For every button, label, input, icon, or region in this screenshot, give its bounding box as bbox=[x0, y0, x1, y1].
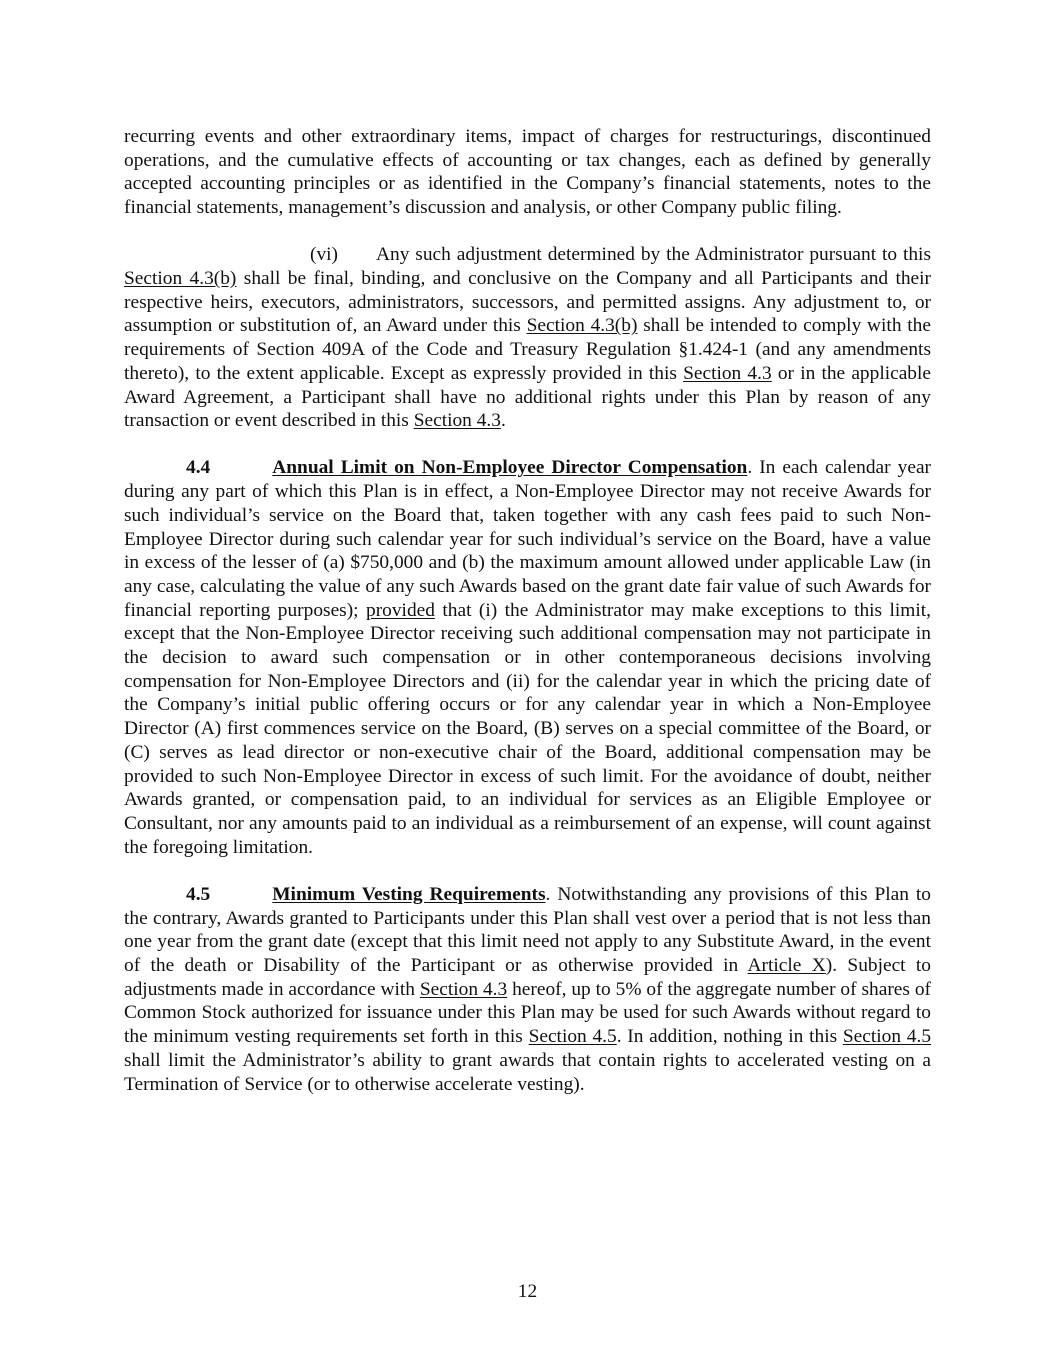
section-reference: Section 4.3 bbox=[419, 978, 508, 1000]
document-body bbox=[124, 125, 931, 1096]
article-reference: Article X bbox=[747, 955, 826, 976]
paragraph-continuation bbox=[124, 125, 931, 220]
paragraph-text: . In each calendar year during any part of which this Plan is in effect, a Non-Employee Director may not receive Awards for such individual’s service on the Board that, taken together with any cash fees paid to such Non-Employee Director during such calendar year for such individual’s service on the Board, have a value in excess of the lesser of (a) $750,000 and (b) the maximum amount allowed under applicable Law (in any case, calculating the value of any such Awards based on the grant date fair value of such Awards for financial reporting purposes); bbox=[124, 457, 932, 621]
paragraph-text: . In addition, nothing in this bbox=[616, 1026, 843, 1048]
paragraph-text: . bbox=[500, 410, 506, 432]
section-reference: Section 4.3 bbox=[683, 362, 772, 384]
clause-label: (vi) bbox=[310, 244, 338, 266]
paragraph-vi bbox=[124, 243, 931, 433]
section-number: 4.4 bbox=[186, 457, 211, 479]
paragraph-text: hereof, up to 5% of the aggregate number of shares of Common Stock authorized for issuance under this Plan may be used for such Awards without regard to the minimum vesting requirements set forth in this bbox=[124, 978, 931, 1048]
section-4-5 bbox=[124, 883, 931, 1096]
section-reference: Section 4.3(b) bbox=[124, 268, 237, 290]
paragraph-gap bbox=[124, 433, 931, 457]
page-number: 12 bbox=[517, 1281, 538, 1302]
paragraph-gap bbox=[124, 859, 931, 883]
paragraph-text: ). Subject to adjustments made in accordance with bbox=[124, 955, 932, 1000]
section-reference: Section 4.3 bbox=[413, 410, 501, 432]
section-heading: Minimum Vesting Requirements bbox=[272, 883, 546, 905]
paragraph-text: shall be intended to comply with the requirements of Section 409A of the Code and Treasury Regulation §1.424-1 (and any amendments thereto), to the extent applicable. Except as expressly provided in this bbox=[124, 315, 931, 384]
provided-term: provided bbox=[366, 599, 435, 621]
section-4-4 bbox=[124, 456, 931, 859]
section-heading: Annual Limit on Non-Employee Director Compensation bbox=[272, 457, 748, 479]
paragraph-text: that (i) the Administrator may make exceptions to this limit, except that the Non-Employee Director receiving such additional compensation may not participate in the decision to award such compensation or in other contemporaneous decisions involving compensation for Non-Employee Directors and (ii) for the calendar year in which the pricing date of the Company’s initial public offering occurs or for any calendar year in which a Non-Employee Director (A) first commences service on the Board, (B) serves on a special committee of the Board, or (C) serves as lead director or non-executive chair of the Board, additional compensation may be provided to such Non-Employee Director in excess of such limit. For the avoidance of doubt, neither Awards granted, or compensation paid, to an individual for services as an Eligible Employee or Consultant, nor any amounts paid to an individual as a reimbursement of an expense, will count against the foregoing limitation. bbox=[124, 599, 932, 858]
paragraph-text: Any such adjustment determined by the Administrator pursuant to this bbox=[376, 244, 931, 266]
section-reference: Section 4.3(b) bbox=[526, 315, 638, 337]
paragraph-text: shall limit the Administrator’s ability to grant awards that contain rights to accelerated vesting on a Termination of Service (or to otherwise accelerate vesting). bbox=[124, 1049, 931, 1095]
section-number: 4.5 bbox=[186, 883, 211, 905]
paragraph-text: recurring events and other extraordinary items, impact of charges for restructurings, discontinued operations, and the cumulative effects of accounting or tax changes, each as defined by generally accepted accounting principles or as identified in the Company’s financial statements, notes to the financial statements, management’s discussion and analysis, or other Company public filing. bbox=[124, 126, 931, 219]
section-reference: Section 4.5 bbox=[842, 1026, 932, 1048]
paragraph-text: shall be final, binding, and conclusive on the Company and all Participants and their respective heirs, executors, administrators, successors, and permitted assigns. Any adjustment to, or assumption or substitution of, an Award under this bbox=[124, 268, 932, 337]
paragraph-text: . Notwithstanding any provisions of this Plan to the contrary, Awards granted to Participants under this Plan shall vest over a period that is not less than one year from the grant date (except that this limit need not apply to any Substitute Award, in the event of the death or Disability of the Participant or as otherwise provided in bbox=[124, 883, 932, 976]
paragraph-gap bbox=[124, 220, 931, 244]
section-reference: Section 4.5 bbox=[528, 1026, 617, 1048]
paragraph-text: or in the applicable Award Agreement, a Participant shall have no additional rights under this Plan by reason of any transaction or event described in this bbox=[124, 362, 932, 432]
